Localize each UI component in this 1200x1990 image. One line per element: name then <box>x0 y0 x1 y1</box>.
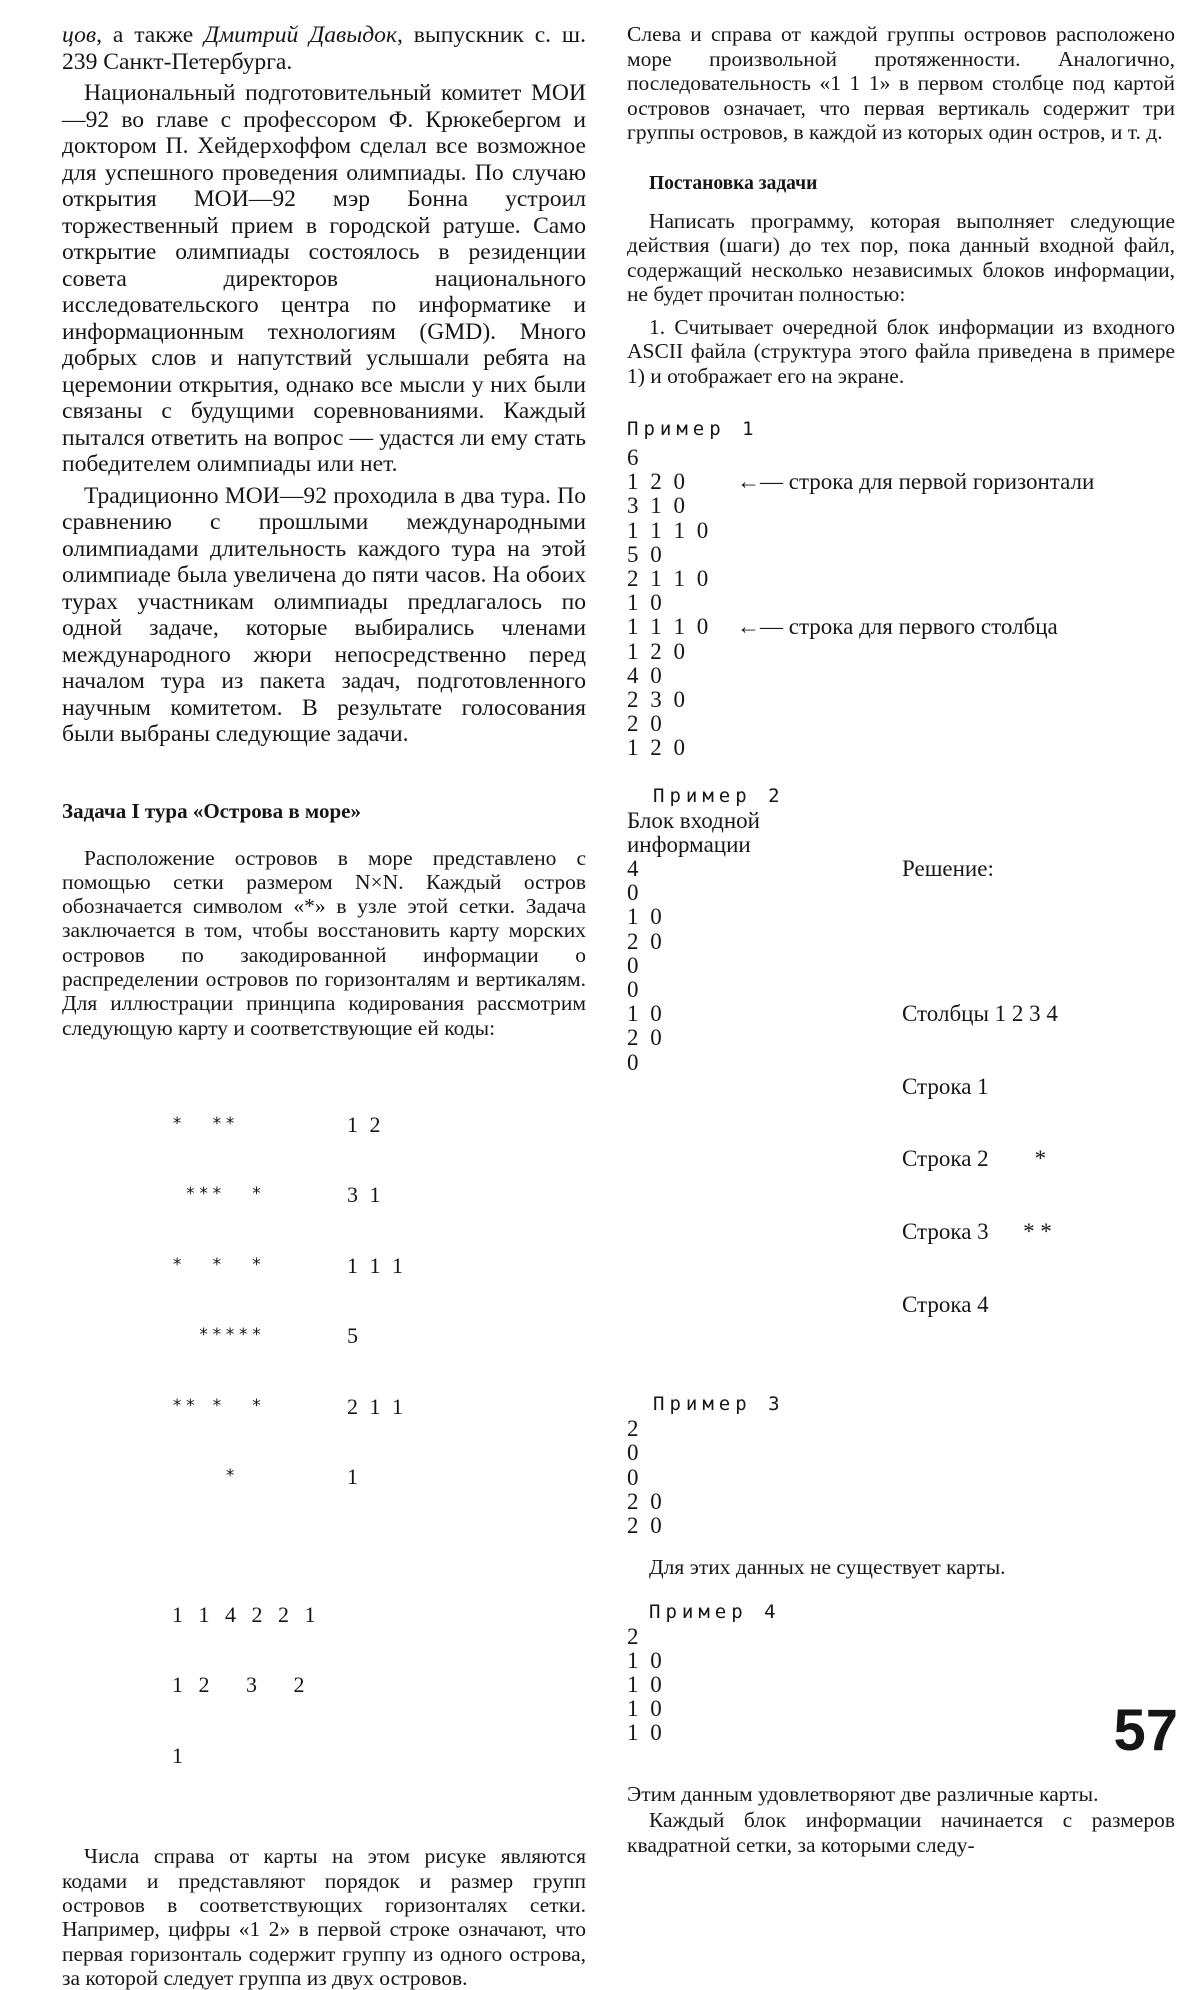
example-4-values <box>627 1625 665 1746</box>
data-row <box>627 494 1175 518</box>
right-column <box>627 22 1175 1857</box>
data-value: 2 <box>627 1623 642 1649</box>
data-row <box>627 470 1175 494</box>
data-value: 1 1 1 0 <box>627 614 712 640</box>
text-span: , а также <box>96 22 205 48</box>
solution-label: Решение: <box>902 856 994 882</box>
data-row <box>627 591 1175 615</box>
text-span: , выпускник с. ш. 239 Санкт-Петербурга. <box>62 22 586 75</box>
example-3-note: Для этих данных не существует карты. <box>649 1555 1006 1580</box>
data-value: 0 <box>627 880 642 906</box>
example-4-title: Пример 4 <box>649 1600 781 1623</box>
row-code: 1 2 <box>347 1111 384 1137</box>
row-code: 5 <box>347 1323 361 1349</box>
data-note: ←— строка для первого столбца <box>737 614 1058 640</box>
example-2-input <box>627 809 902 1365</box>
data-value: 0 <box>627 977 642 1003</box>
left-paragraph-5: Числа справа от карты на этом рисуке являются кодами и представляют порядок и размер групп островов в соответствующих горизонталях сетки. Например, цифры «1 2» в первой строке означают, что первая горизонталь содержит группу из одного острова, за которой следует группа из двух островов. <box>62 1844 586 1990</box>
data-row <box>627 543 1175 567</box>
data-value: 0 <box>627 1440 642 1466</box>
example-3-title: Пример 3 <box>653 1393 785 1416</box>
input-label: Блок входной <box>627 807 760 833</box>
column-code: 1 <box>172 1742 188 1768</box>
map-row <box>172 1113 586 1137</box>
data-value: 0 <box>627 1049 642 1075</box>
map-row <box>172 1254 586 1278</box>
map-row <box>172 1183 586 1207</box>
input-label: информации <box>627 831 751 857</box>
map-grid: ** * * <box>172 1395 305 1416</box>
italic-word: цов <box>62 22 97 48</box>
row-code: 1 <box>347 1464 361 1490</box>
data-value: 1 0 <box>627 1001 665 1027</box>
statement-heading: Постановка задачи <box>649 172 818 194</box>
map-grid: * * * <box>172 1254 305 1275</box>
map-row <box>172 1324 586 1348</box>
solution-line: Строка 4 <box>902 1291 989 1317</box>
map-grid: * ** <box>172 1113 305 1134</box>
data-value: 5 0 <box>627 541 665 567</box>
row-code: 2 1 1 <box>347 1393 406 1419</box>
left-paragraph-4: Расположение островов в море представлено с помощью сетки размером N×N. Каждый остров обозначается символом «*» в узле этой сетки. Задача заключается в том, чтобы восстановить карту морских островов по закодированной информации о распределении островов по горизонталям и вертикалям. Для иллюстрации принципа кодирования рассмотрим следующую карту и соответствующие ей коды: <box>62 845 586 1040</box>
example-4-data <box>627 1625 1175 1746</box>
example-2-solution <box>902 809 1058 1365</box>
map-grid: *** * <box>172 1184 305 1205</box>
data-value: 2 0 <box>627 1512 665 1538</box>
data-row <box>627 712 1175 736</box>
data-value: 4 0 <box>627 662 665 688</box>
data-value: 1 0 <box>627 904 665 930</box>
data-value: 1 0 <box>627 590 665 616</box>
data-value: 1 0 <box>627 1720 665 1746</box>
right-paragraph-4: Этим данным удовлетворяют две различные карты. <box>627 1781 1099 1806</box>
example-2-title: Пример 2 <box>653 784 785 807</box>
map-row <box>172 1465 586 1489</box>
italic-name: Дмитрий Давыдок <box>204 22 398 48</box>
example-2 <box>627 809 1175 1365</box>
example-1-title: Пример 1 <box>627 418 759 440</box>
example-3-values <box>627 1417 665 1538</box>
data-row <box>627 615 1175 639</box>
data-value: 1 2 0 <box>627 469 688 495</box>
solution-line: Строка 3 * * <box>902 1218 1052 1244</box>
data-value: 0 <box>627 952 642 978</box>
right-paragraph-5: Каждый блок информации начинается с размеров квадратной сетки, за которыми следу- <box>627 1808 1175 1857</box>
data-value: 2 0 <box>627 1025 665 1051</box>
data-value: 2 <box>627 1416 642 1442</box>
data-row <box>627 736 1175 760</box>
map-grid: ***** <box>172 1325 305 1346</box>
data-value: 4 <box>627 856 642 882</box>
data-row <box>627 688 1175 712</box>
column-code: 1 2 3 2 <box>172 1672 310 1698</box>
data-row <box>627 446 1175 470</box>
solution-line: Строка 1 <box>902 1073 989 1099</box>
page-number: 57 <box>1113 1698 1178 1763</box>
data-value: 2 0 <box>627 1488 665 1514</box>
data-row <box>627 640 1175 664</box>
right-paragraph-2: Написать программу, которая выполняет следующие действия (шаги) до тех пор, пока данный входной файл, содержащий несколько независимых блоков информации, не будет прочитан полностью: <box>627 208 1175 306</box>
row-code: 3 1 <box>347 1182 384 1208</box>
data-value: 1 0 <box>627 1672 665 1698</box>
input-values <box>627 857 902 1075</box>
task-heading: Задача I тура «Острова в море» <box>62 798 361 823</box>
data-value: 2 1 1 0 <box>627 566 712 592</box>
left-paragraph-3: Традиционно МОИ—92 проходила в два тура. По сравнению с прошлыми международными олимпиадами длительность каждого тура на этой олимпиаде была увеличена до пяти часов. На обоих турах участникам олимпиады предлагалось по одной задаче, которые выбирались членами международного жюри непосредственно перед началом тура из пакета задач, подготовленного научным комитетом. В результате голосования были выбраны следующие задачи. <box>62 482 586 747</box>
solution-line: Столбцы 1 2 3 4 <box>902 1001 1058 1027</box>
data-row <box>627 567 1175 591</box>
data-note: ←— строка для первой горизонтали <box>737 469 1095 495</box>
data-row <box>627 664 1175 688</box>
map-row <box>172 1395 586 1419</box>
right-paragraph-3: 1. Считывает очередной блок информации из входного ASCII файла (структура этого файла приведена в примере 1) и отображает его на экране. <box>627 314 1175 388</box>
right-paragraph-1: Слева и справа от каждой группы островов расположено море произвольной протяженности. Аналогично, последовательность «1 1 1» в первом столбце под картой островов означает, что первая вертикаль содержит три группы островов, в каждой из которых один остров, и т. д. <box>627 22 1175 144</box>
solution-line: Строка 2 * <box>902 1146 1047 1172</box>
row-code: 1 1 1 <box>347 1252 406 1278</box>
column-code: 1 1 4 2 2 1 <box>172 1601 321 1627</box>
data-value: 1 2 0 <box>627 735 688 761</box>
data-value: 2 0 <box>627 711 665 737</box>
left-column <box>62 22 586 1990</box>
data-value: 1 0 <box>627 1696 665 1722</box>
data-value: 3 1 0 <box>627 493 688 519</box>
left-paragraph-2: Национальный подготовительный комитет МОИ—92 во главе с профессором Ф. Крюкебергом и доктором П. Хейдерхоффом сделал все возможное для успешного проведения олимпиады. По случаю открытия МОИ—92 мэр Бонна устроил торжественный прием в городской ратуше. Само открытие олимпиады состоялось в резиденции совета директоров национального исследовательского центра по информатике и информационным технологиям (GMD). Много добрых слов и напутствий услышали ребята на церемонии открытия, однако все мысли у них были связаны с будущими соревнованиями. Каждый пытался ответить на вопрос — удастся ли ему стать победителем олимпиады или нет. <box>62 80 586 477</box>
data-value: 0 <box>627 1464 642 1490</box>
data-value: 2 3 0 <box>627 687 688 713</box>
data-value: 1 1 1 0 <box>627 517 712 543</box>
data-value: 1 2 0 <box>627 638 688 664</box>
data-value: 1 0 <box>627 1647 665 1673</box>
left-paragraph-1 <box>62 22 586 75</box>
example-3-data <box>627 1417 1175 1538</box>
data-row <box>627 519 1175 543</box>
data-value: 2 0 <box>627 928 665 954</box>
data-value: 6 <box>627 445 642 470</box>
map-grid: * <box>172 1466 305 1487</box>
example-1-data <box>627 446 1175 761</box>
island-map <box>172 1066 586 1815</box>
